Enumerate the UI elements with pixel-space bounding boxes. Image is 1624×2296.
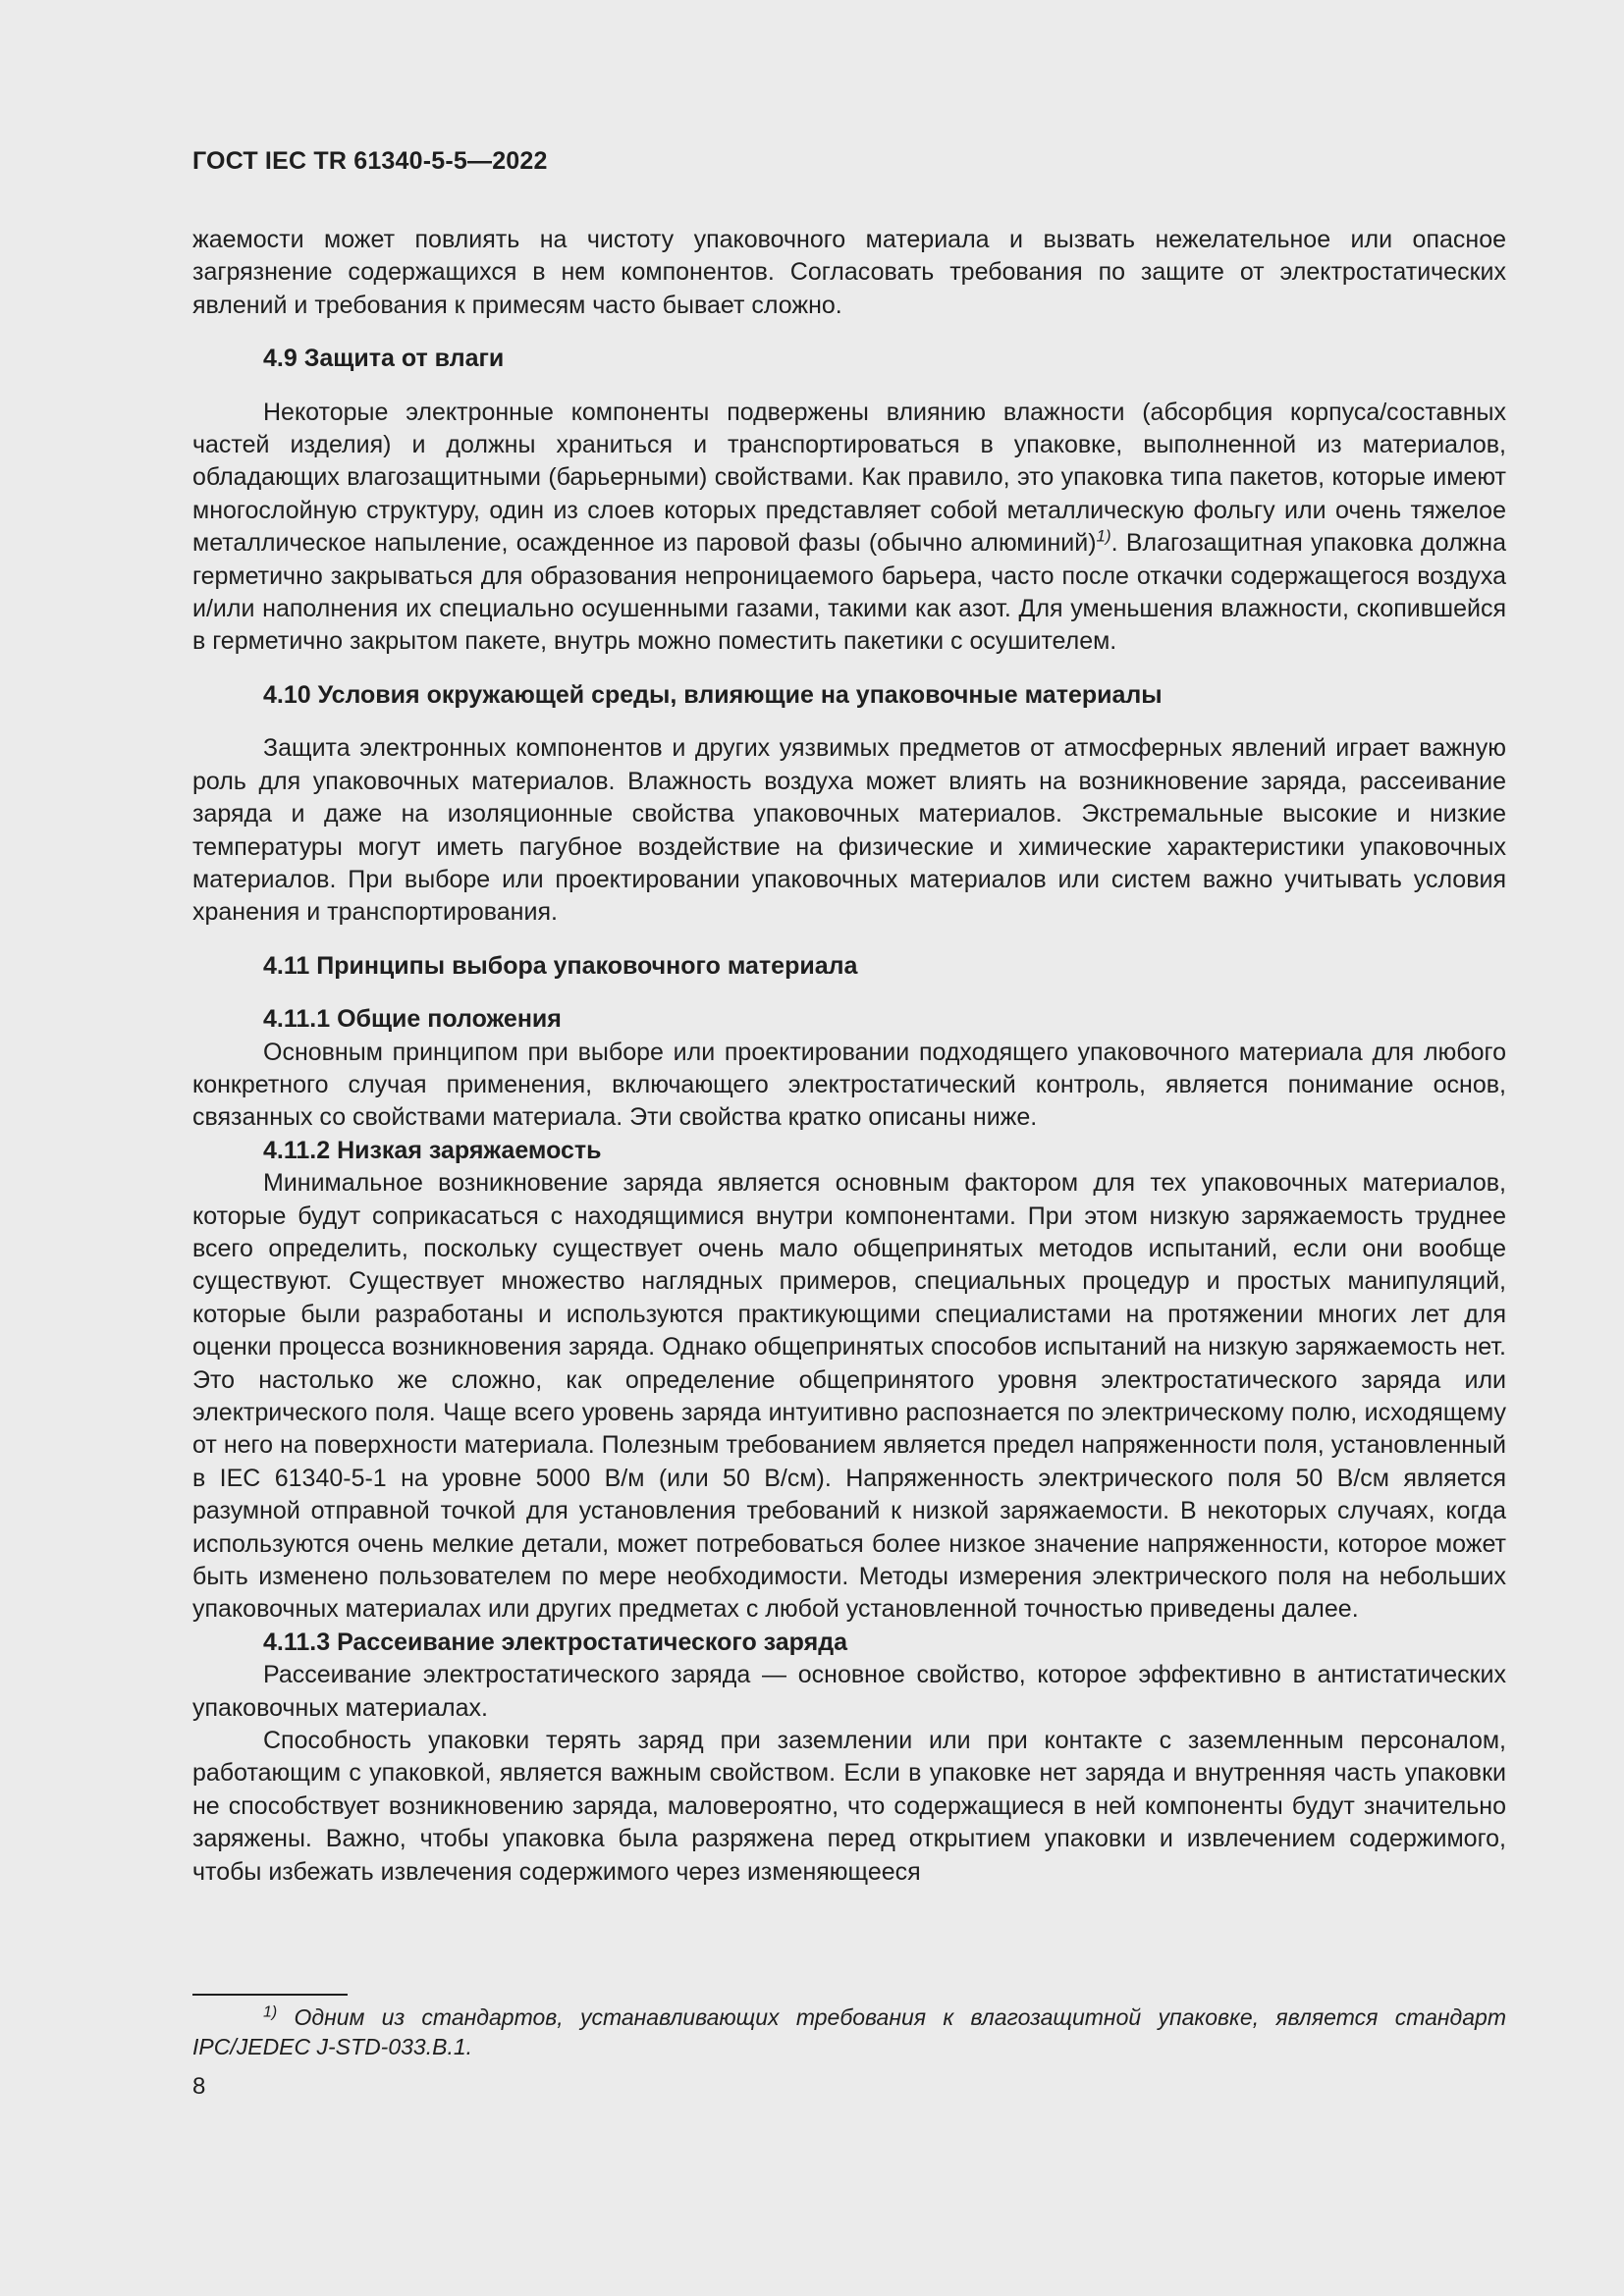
footnote-reference: 1) (1096, 526, 1111, 546)
section-4-11-3-paragraph-2: Способность упаковки терять заряд при заземлении или при контакте с заземленным персоналом, работающим с упаковкой, является важным свойством. Если в упаковке нет заряда и внутренняя часть упаковки не способствует возникновению заряда, маловероятно, что содержащиеся в ней компоненты будут значительно заряжены. Важно, чтобы упаковка была разряжена перед открытием упаковки и извлечением содержимого, чтобы избежать извлечения содержимого через изменяющееся (192, 1727, 1506, 1886)
continuation-paragraph: жаемости может повлиять на чистоту упаковочного материала и вызвать нежелательное или опасное загрязнение содержащихся в нем компонентов. Согласовать требования по защите от электростатических явлений и требования к примесям часто бывает сложно. (192, 226, 1506, 319)
section-4-11-2-paragraph: Минимальное возникновение заряда является основным фактором для тех упаковочных материалов, которые будут соприкасаться с находящимися внутри компонентами. При этом низкую заряжаемость труднее всего определить, поскольку существует очень мало общепринятых методов испытаний, если они вообще существуют. Существует множество наглядных примеров, специальных процедур и простых манипуляций, которые были разработаны и используются практикующими специалистами на протяжении многих лет для оценки процесса возникновения заряда. Однако общепринятых способов испытаний на низкую заряжаемость нет. Это настолько же сложно, как определение общепринятого уровня электростатического заряда или электрического поля. Чаще всего уровень заряда интуитивно распознается по электрическому полю, исходящему от него на поверхности материала. Полезным требованием является предел напряженности поля, установленный в IEC 61340-5-1 на уровне 5000 В/м (или 50 В/см). Напряженность электрического поля 50 В/см является разумной отправной точкой для установления требований к низкой заряжаемости. В некоторых случаях, когда используются очень мелкие детали, может потребоваться более низкое значение напряженности, которое может быть изменено пользователем по мере необходимости. Методы измерения электрического поля на небольших упаковочных материалах или других предметах с любой установленной точностью приведены далее. (192, 1169, 1506, 1624)
section-4-11-3-heading: 4.11.3 Рассеивание электростатического заряда (263, 1628, 847, 1656)
section-4-11-heading: 4.11 Принципы выбора упаковочного материала (263, 951, 858, 980)
section-4-10-heading: 4.10 Условия окружающей среды, влияющие на упаковочные материалы (263, 680, 1163, 709)
section-4-11-1-paragraph: Основным принципом при выборе или проектировании подходящего упаковочного материала для любого конкретного случая применения, включающего электростатический контроль, является понимание основ, связанных со свойствами материала. Эти свойства кратко описаны ниже. (192, 1038, 1506, 1132)
section-4-11-1-heading: 4.11.1 Общие положения (263, 1005, 562, 1034)
page-body (192, 224, 1506, 1889)
section-4-9-heading: 4.9 Защита от влаги (263, 345, 505, 373)
footnote-separator (192, 1994, 348, 1996)
footnote (192, 2002, 1506, 2061)
footnote-lead (192, 2004, 277, 2030)
section-4-10-paragraph: Защита электронных компонентов и других уязвимых предметов от атмосферных явлений играет важную роль для упаковочных материалов. Влажность воздуха может влиять на возникновение заряда, рассеивание заряда и даже на изоляционные свойства упаковочных материалов. Экстремальные высокие и низкие температуры могут иметь пагубное воздействие на физические и химические характеристики упаковочных материалов. При выборе или проектировании упаковочных материалов или систем важно учитывать условия хранения и транспортирования. (192, 734, 1506, 927)
footnote-marker: 1) (263, 2003, 278, 2021)
document-header: ГОСТ IEC TR 61340-5-5—2022 (192, 147, 548, 175)
section-4-9-text-part2: . Влагозащитная упаковка должна герметично закрываться для образования непроницаемого барьера, часто после откачки содержащегося воздуха и/или наполнения их специально осушенными газами, такими как азот. Для уменьшения влажности, скопившейся в герметично закрытом пакете, внутрь можно поместить пакетики с осушителем. (192, 529, 1506, 656)
footnote-text: Одним из стандартов, устанавливающих требования к влагозащитной упаковке, является стандарт IPC/JEDEC J-STD-033.B.1. (192, 2004, 1506, 2059)
page-number: 8 (192, 2073, 206, 2100)
section-4-9-paragraph (192, 397, 1506, 659)
section-4-11-2-heading: 4.11.2 Низкая заряжаемость (263, 1136, 602, 1164)
section-4-11-3-paragraph-1: Рассеивание электростатического заряда — основное свойство, которое эффективно в антистатических упаковочных материалах. (192, 1661, 1506, 1722)
section-4-9-text-part1: Некоторые электронные компоненты подвержены влиянию влажности (абсорбция корпуса/составных частей изделия) и должны храниться и транспортироваться в упаковке, выполненной из материалов, обладающих влагозащитными (барьерными) свойствами. Как правило, это упаковка типа пакетов, которые имеют многослойную структуру, один из слоев которых представляет собой металлическую фольгу или очень тяжелое металлическое напыление, осажденное из паровой фазы (обычно алюминий) (192, 398, 1506, 558)
